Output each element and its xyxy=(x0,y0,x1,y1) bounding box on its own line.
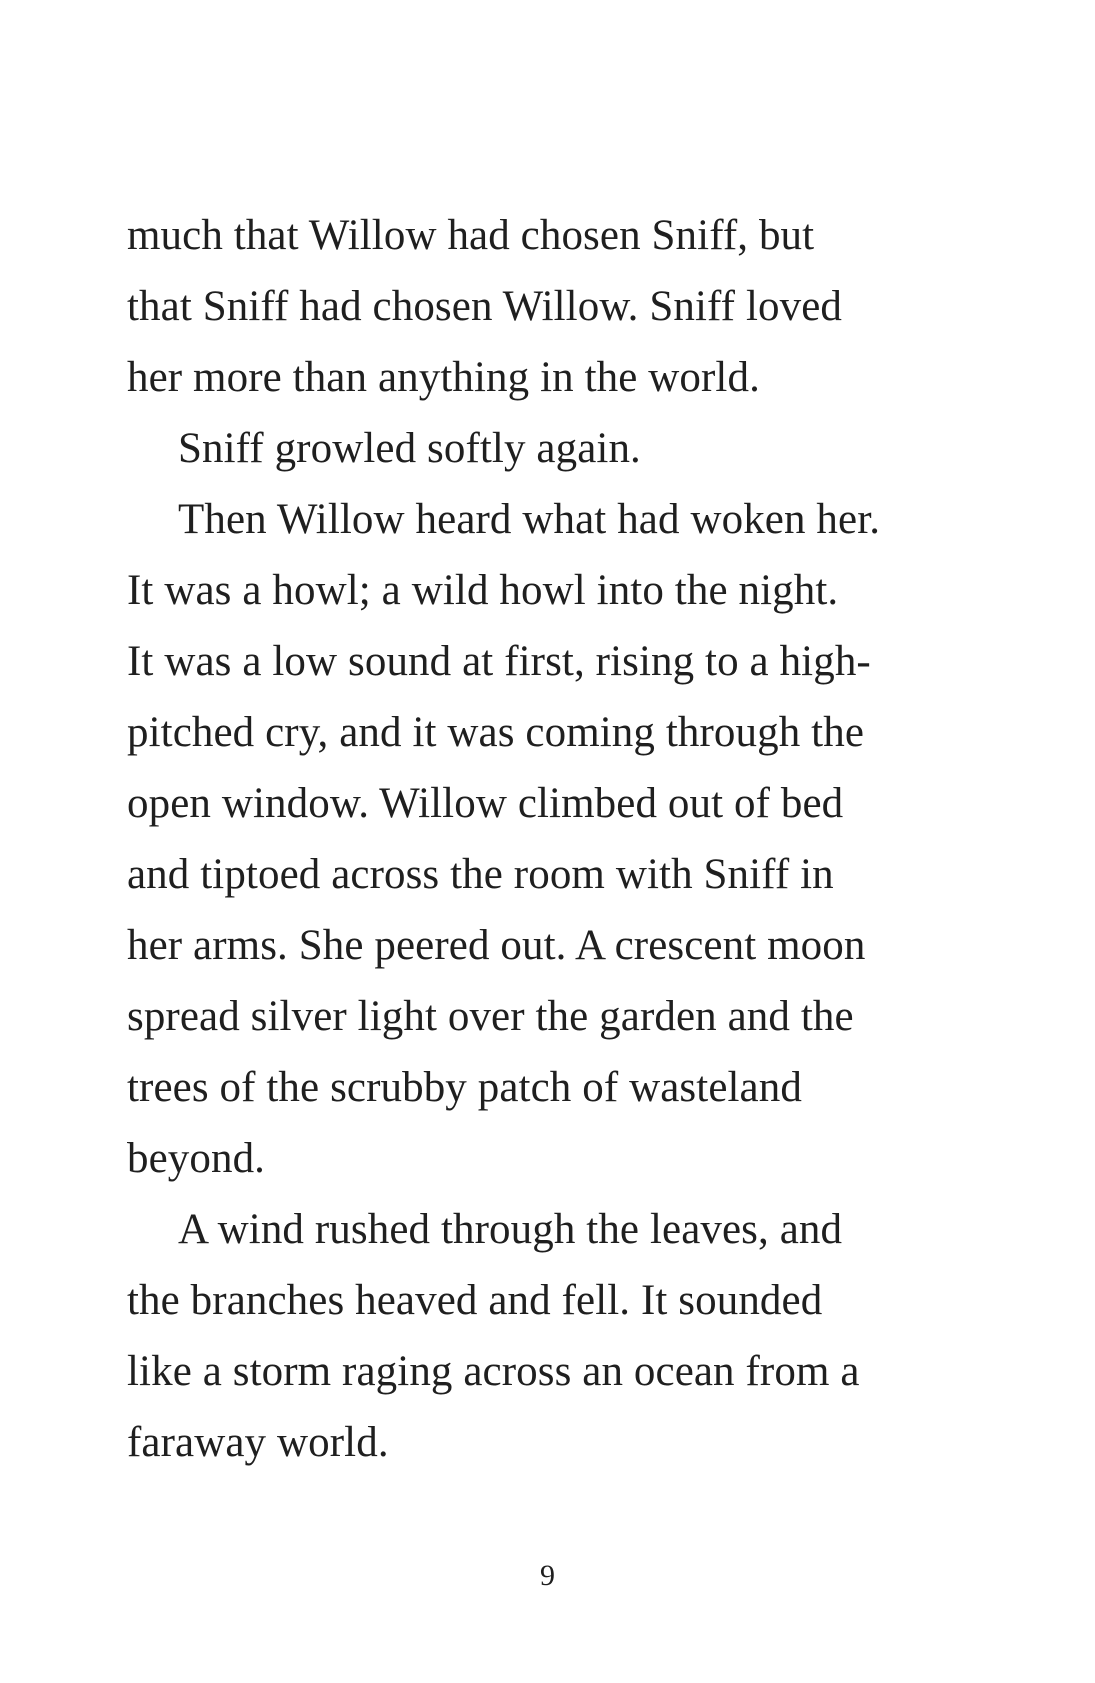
text-line: the branches heaved and fell. It sounded xyxy=(127,1277,823,1324)
text-line: trees of the scrubby patch of wasteland xyxy=(127,1064,802,1111)
paragraph-start-line: A wind rushed through the leaves, and xyxy=(178,1206,843,1253)
text-line: and tiptoed across the room with Sniff in xyxy=(127,851,834,898)
paragraph-start-line: Then Willow heard what had woken her. xyxy=(178,496,881,543)
text-line: beyond. xyxy=(127,1135,266,1182)
text-line: her arms. She peered out. A crescent moon xyxy=(127,922,866,969)
body-text xyxy=(127,200,987,1478)
text-line: that Sniff had chosen Willow. Sniff loved xyxy=(127,283,842,330)
text-line: her more than anything in the world. xyxy=(127,354,760,401)
text-line: spread silver light over the garden and the xyxy=(127,993,854,1040)
paragraph-start-line: Sniff growled softly again. xyxy=(178,425,641,472)
text-line: open window. Willow climbed out of bed xyxy=(127,780,844,827)
text-line: It was a howl; a wild howl into the night. xyxy=(127,567,839,614)
text-line: It was a low sound at first, rising to a high- xyxy=(127,638,871,685)
text-line: pitched cry, and it was coming through the xyxy=(127,709,865,756)
text-line: like a storm raging across an ocean from a xyxy=(127,1348,860,1395)
text-line: faraway world. xyxy=(127,1419,389,1466)
text-line: much that Willow had chosen Sniff, but xyxy=(127,212,815,259)
page-number: 9 xyxy=(540,1559,555,1592)
